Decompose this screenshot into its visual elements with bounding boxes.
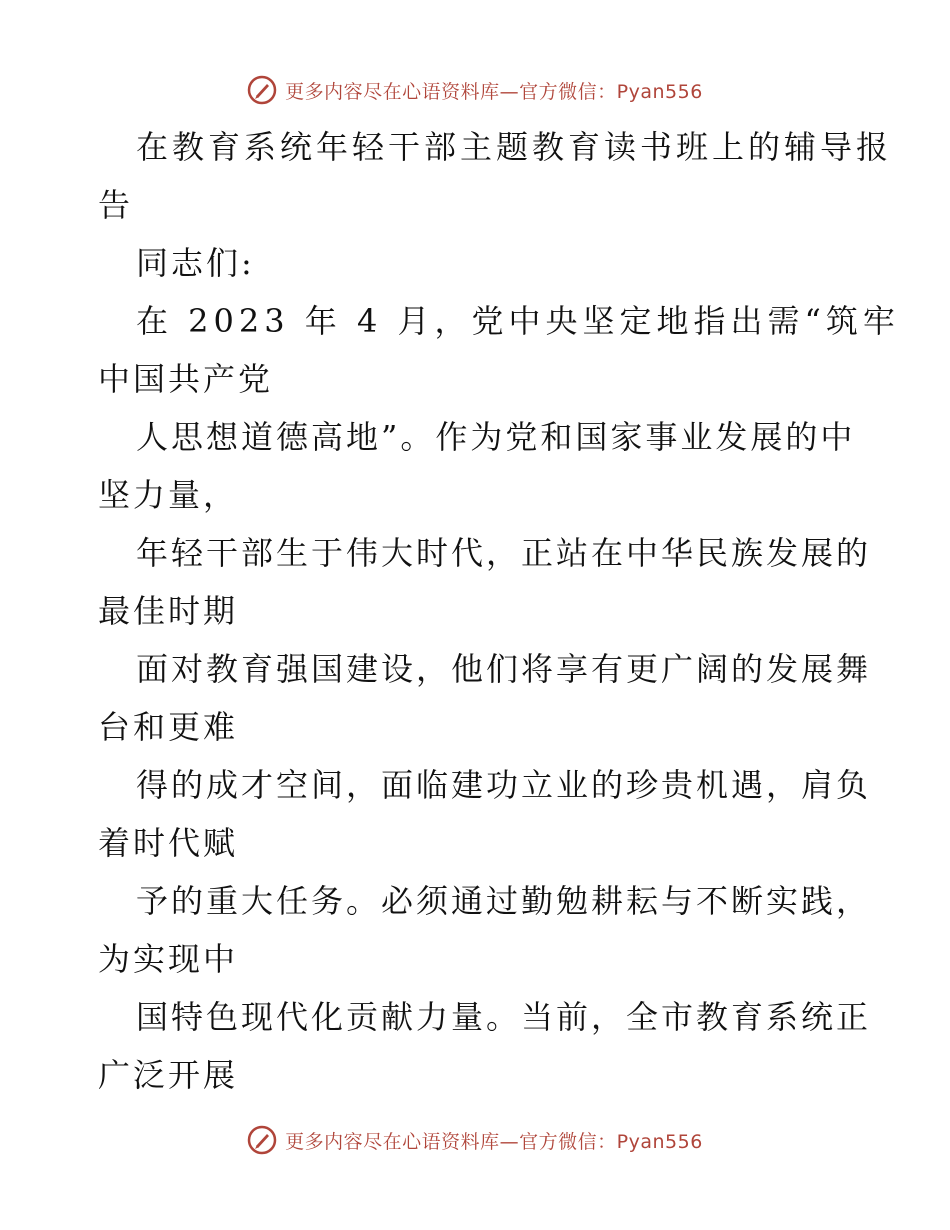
quill-pen-logo-icon bbox=[247, 75, 277, 105]
paragraph-line: 国特色现代化贡献力量。当前，全市教育系统正 bbox=[136, 998, 872, 1036]
paragraph-line: 为实现中 bbox=[98, 940, 239, 978]
paragraph-line: 着时代赋 bbox=[98, 824, 239, 862]
salutation: 同志们: bbox=[136, 244, 255, 282]
paragraph-line: 得的成才空间，面临建功立业的珍贵机遇，肩负 bbox=[136, 766, 872, 804]
document-title-line-1: 在教育系统年轻干部主题教育读书班上的辅导报 bbox=[136, 128, 893, 166]
paragraph-line: 予的重大任务。必须通过勤勉耕耘与不断实践， bbox=[136, 882, 872, 920]
paragraph-line: 面对教育强国建设，他们将享有更广阔的发展舞 bbox=[136, 650, 872, 688]
paragraph-line: 坚力量， bbox=[98, 476, 239, 514]
paragraph-line: 年轻干部生于伟大时代，正站在中华民族发展的 bbox=[136, 534, 872, 572]
document-title-line-2: 告 bbox=[98, 186, 135, 224]
paragraph-line: 中国共产党 bbox=[98, 360, 274, 398]
header-watermark bbox=[0, 70, 950, 110]
quill-pen-logo-icon bbox=[247, 1125, 277, 1155]
paragraph-line: 广泛开展 bbox=[98, 1056, 239, 1094]
paragraph-line: 台和更难 bbox=[98, 708, 239, 746]
paragraph-line: 人思想道德高地”。作为党和国家事业发展的中 bbox=[136, 418, 856, 456]
paragraph-line: 最佳时期 bbox=[98, 592, 239, 630]
header-watermark-text: 更多内容尽在心语资料库—官方微信：Pyan556 bbox=[285, 80, 703, 103]
paragraph-line: 在 2023 年 4 月，党中央坚定地指出需“筑牢 bbox=[136, 302, 900, 340]
footer-watermark-text: 更多内容尽在心语资料库—官方微信：Pyan556 bbox=[285, 1130, 703, 1153]
document-body bbox=[98, 118, 900, 1104]
footer-watermark bbox=[0, 1120, 950, 1160]
